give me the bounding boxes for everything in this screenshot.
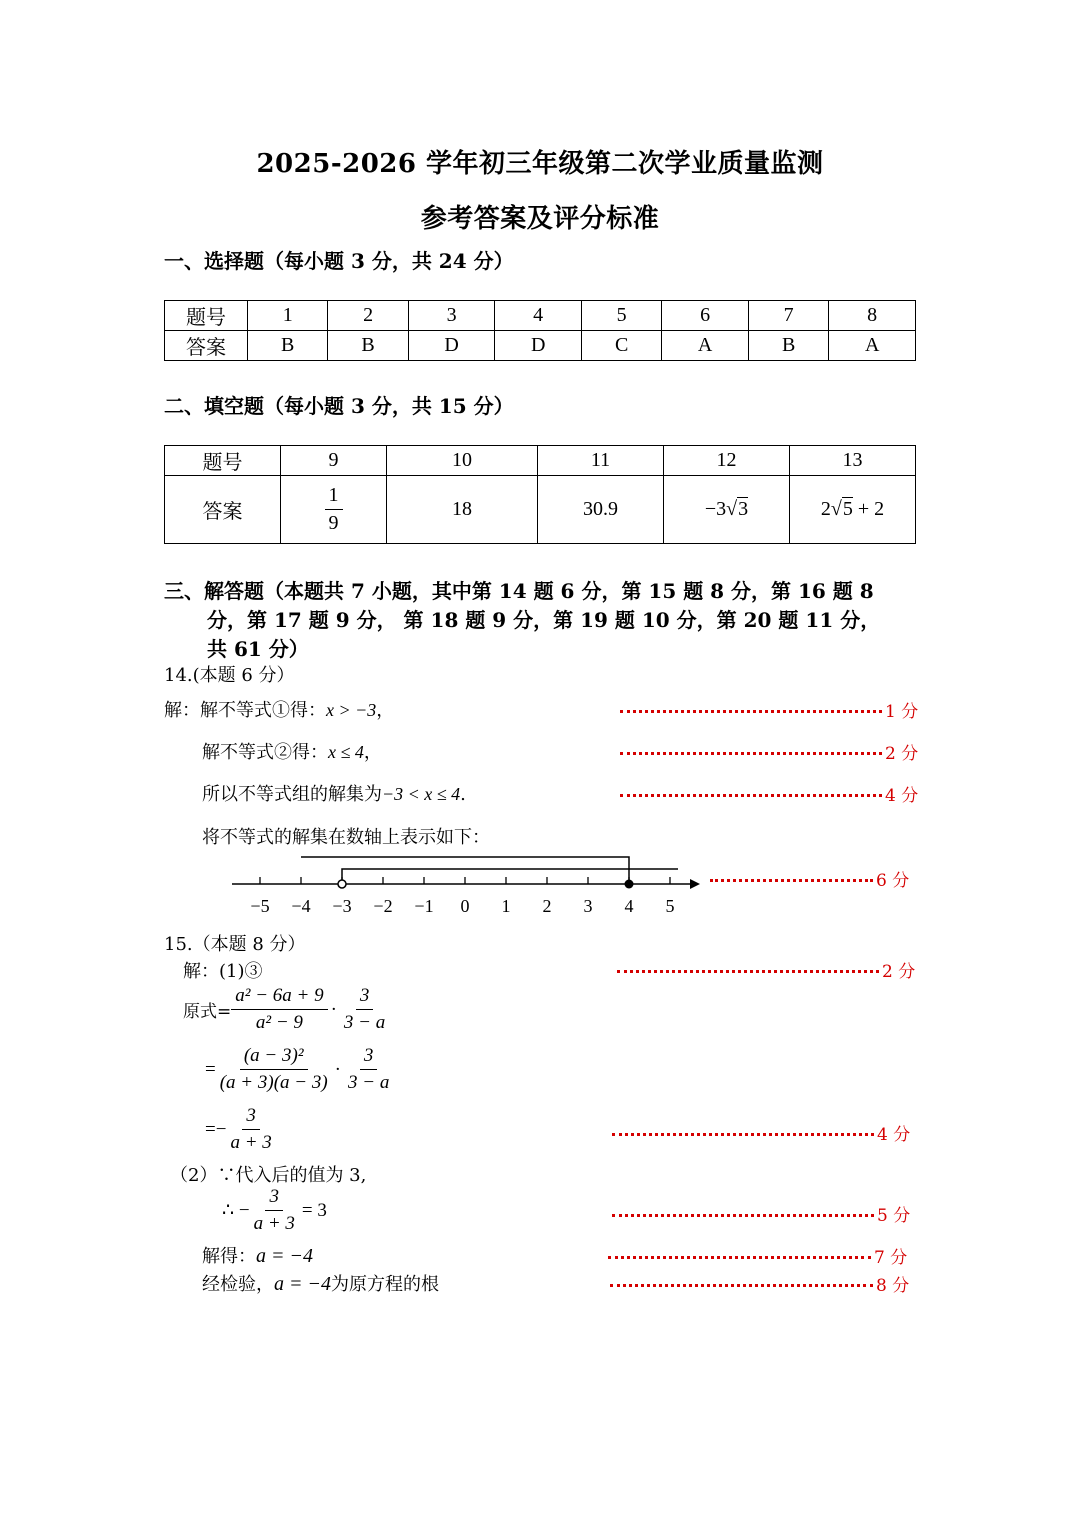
q15-check — [202, 1270, 439, 1296]
fraction-numerator: a² − 6a + 9 — [231, 985, 327, 1010]
choice-answer: B — [248, 331, 328, 361]
axis-tick-label: 1 — [501, 896, 511, 916]
score-label: 8 分 — [876, 1276, 910, 1296]
axis-tick-label: 5 — [665, 896, 675, 916]
punctuation: . — [460, 784, 466, 805]
math-expression: a = −4 — [256, 1245, 313, 1267]
choice-answer: A — [829, 331, 916, 361]
fraction-numerator: 3 — [265, 1186, 283, 1211]
dotted-leader — [612, 1133, 874, 1136]
section1-heading: 一、选择题（每小题 3 分，共 24 分） — [164, 249, 514, 273]
score-mark — [608, 1243, 907, 1268]
score-label: 7 分 — [874, 1248, 908, 1268]
fraction-denominator: 3 − a — [343, 1012, 386, 1033]
q15-therefore-equation — [222, 1186, 327, 1235]
page-subtitle: 参考答案及评分标准 — [420, 204, 660, 234]
closed-point — [625, 880, 634, 889]
step-text: 为原方程的根 — [331, 1274, 439, 1295]
choice-number: 5 — [581, 301, 661, 331]
fill-number: 9 — [281, 446, 387, 476]
choice-number: 1 — [248, 301, 328, 331]
q15-header: 15.（本题 8 分） — [164, 934, 306, 955]
score-label: 4 分 — [877, 1125, 911, 1145]
equation-rhs: = 3 — [301, 1199, 327, 1221]
fill-number: 11 — [538, 446, 664, 476]
math-expression: x ≤ 4 — [328, 742, 364, 762]
step-label: 所以不等式组的解集为 — [202, 784, 382, 805]
axis-tick-label: −1 — [414, 896, 434, 916]
q14-step2 — [202, 738, 382, 764]
score-mark — [620, 697, 918, 722]
therefore-symbol: ∴ − — [222, 1200, 250, 1221]
q14-step3 — [202, 780, 466, 806]
choice-number: 2 — [328, 301, 408, 331]
fraction-numerator: (a − 3)² — [240, 1045, 308, 1070]
choice-number: 8 — [829, 301, 916, 331]
score-label: 2 分 — [882, 962, 916, 982]
fraction-numerator: 1 — [325, 484, 343, 510]
score-label: 6 分 — [876, 871, 910, 891]
punctuation: ， — [363, 742, 382, 763]
section2-heading: 二、填空题（每小题 3 分，共 15 分） — [164, 394, 514, 418]
fill-answer-11: 30.9 — [538, 476, 664, 544]
row-label-answer: 答案 — [165, 476, 281, 544]
choice-answer: D — [408, 331, 495, 361]
fraction-numerator: 3 — [356, 985, 374, 1010]
score-mark — [617, 957, 915, 982]
q14-header: 14.(本题 6 分） — [164, 665, 295, 686]
fraction — [226, 1105, 275, 1154]
step-label: 解：解不等式①得： — [164, 700, 326, 721]
score-mark — [710, 866, 909, 891]
fraction-numerator: 3 — [242, 1105, 260, 1130]
axis-tick-label: −2 — [373, 896, 393, 916]
dotted-leader — [620, 710, 882, 713]
page-title: 2025-2026 学年初三年级第二次学业质量监测 — [256, 149, 824, 179]
fraction-denominator: a + 3 — [253, 1213, 295, 1234]
q15-expression-original — [183, 985, 389, 1034]
choice-answer: B — [328, 331, 408, 361]
open-point — [338, 880, 346, 888]
score-mark — [612, 1120, 910, 1145]
choice-number: 6 — [662, 301, 749, 331]
math-expression: a = −4 — [274, 1273, 331, 1295]
axis-tick-label: 4 — [624, 896, 634, 916]
choice-answer-table — [164, 300, 916, 361]
step-label: 解不等式②得： — [202, 742, 328, 763]
math-expression: x > −3 — [326, 700, 377, 720]
expression-label: 原式= — [183, 1002, 232, 1022]
q15-expression-factored — [205, 1045, 393, 1094]
score-label: 4 分 — [885, 786, 919, 806]
axis-tick-label: 0 — [460, 896, 470, 916]
equals-sign: = — [205, 1058, 216, 1080]
score-label: 2 分 — [885, 744, 919, 764]
q14-step1 — [164, 696, 394, 722]
choice-answer: C — [581, 331, 661, 361]
coefficient: 2 — [820, 498, 831, 520]
score-label: 5 分 — [877, 1206, 911, 1226]
choice-answer-row — [165, 331, 916, 361]
fill-number: 13 — [790, 446, 916, 476]
number-line — [220, 850, 710, 920]
equals-minus: =− — [205, 1118, 227, 1140]
dotted-leader — [617, 970, 879, 973]
row-label-number: 题号 — [165, 446, 281, 476]
fraction — [325, 484, 343, 535]
choice-answer: A — [662, 331, 749, 361]
radical-sign: √ — [830, 498, 842, 520]
dotted-leader — [610, 1284, 873, 1287]
axis-ticks — [260, 877, 670, 884]
multiply-dot: · — [330, 998, 337, 1020]
dotted-leader — [710, 879, 873, 882]
choice-answer: D — [495, 331, 582, 361]
row-label-number: 题号 — [165, 301, 248, 331]
fraction-numerator: 3 — [360, 1045, 378, 1070]
coefficient: −3 — [704, 498, 727, 520]
axis-tick-label: 3 — [583, 896, 593, 916]
fill-answer-13 — [790, 476, 916, 544]
step-label: 解得： — [202, 1246, 256, 1267]
fraction — [344, 1045, 393, 1094]
axis-tick-labels — [250, 896, 674, 916]
choice-answer: B — [748, 331, 828, 361]
score-mark — [610, 1271, 909, 1296]
fill-number: 12 — [664, 446, 790, 476]
dotted-leader — [620, 752, 882, 755]
radicand: 5 — [842, 498, 853, 520]
punctuation: ， — [376, 700, 395, 721]
q15-part1: 解：(1)③ — [183, 961, 263, 982]
score-mark — [620, 739, 918, 764]
fraction-denominator: 3 − a — [348, 1072, 390, 1093]
score-label: 1 分 — [885, 702, 919, 722]
fraction-denominator: a + 3 — [230, 1132, 272, 1153]
addend: + 2 — [857, 498, 885, 520]
choice-number: 4 — [495, 301, 582, 331]
q15-solve — [202, 1242, 313, 1268]
fraction — [340, 985, 389, 1034]
math-expression: −3 < x ≤ 4 — [382, 784, 461, 804]
dotted-leader — [620, 794, 882, 797]
multiply-dot: · — [334, 1058, 341, 1080]
section3-heading-line2: 分，第 17 题 9 分， 第 18 题 9 分，第 19 题 10 分，第 20 题 11 分， — [207, 608, 881, 632]
radical-sign: √ — [726, 498, 738, 520]
dotted-leader — [608, 1256, 871, 1259]
fraction-denominator: (a + 3)(a − 3) — [219, 1072, 328, 1093]
axis-tick-label: −5 — [250, 896, 270, 916]
q15-part2: （2）∵代入后的值为 3, — [170, 1165, 367, 1186]
fill-answer-table — [164, 445, 916, 544]
fraction-denominator: a² − 9 — [255, 1012, 303, 1033]
section3-heading-line1: 三、解答题（本题共 7 小题，其中第 14 题 6 分，第 15 题 8 分，第 16 题 8 — [164, 579, 874, 603]
q14-step4: 将不等式的解集在数轴上表示如下： — [202, 827, 490, 848]
section3-heading-line3: 共 61 分） — [207, 637, 309, 661]
radicand: 3 — [738, 498, 749, 520]
choice-number: 7 — [748, 301, 828, 331]
fill-answer-9 — [281, 476, 387, 544]
fill-answer-12 — [664, 476, 790, 544]
score-mark — [612, 1201, 910, 1226]
choice-number-row — [165, 301, 916, 331]
fill-answer-10: 18 — [387, 476, 538, 544]
row-label-answer: 答案 — [165, 331, 248, 361]
fraction — [250, 1186, 299, 1235]
step-label: 经检验， — [202, 1274, 274, 1295]
fill-number: 10 — [387, 446, 538, 476]
axis-tick-label: −4 — [291, 896, 311, 916]
score-mark — [620, 781, 918, 806]
axis-tick-label: −3 — [332, 896, 352, 916]
fraction — [216, 1045, 332, 1094]
axis-tick-label: 2 — [542, 896, 552, 916]
fraction — [231, 985, 327, 1034]
dotted-leader — [612, 1214, 874, 1217]
fraction-denominator: 9 — [328, 512, 339, 534]
q15-expression-simplified — [205, 1105, 276, 1154]
fill-number-row — [165, 446, 916, 476]
choice-number: 3 — [408, 301, 495, 331]
fill-answer-row — [165, 476, 916, 544]
